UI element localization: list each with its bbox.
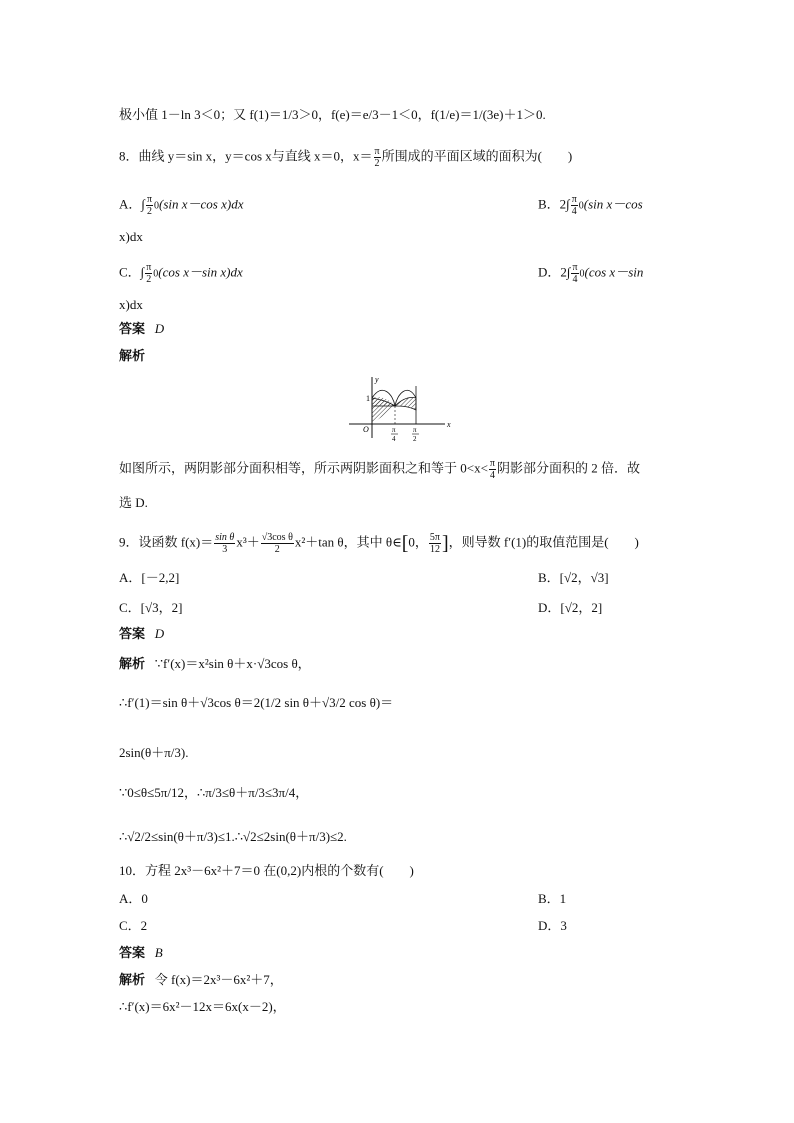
- q9-option-b: B．[√2，√3]: [538, 570, 609, 585]
- q9-analysis-1: [119, 655, 311, 673]
- frac-den: 4: [489, 470, 495, 481]
- analysis-step: 令 f(x)＝2x³－6x²＋7，: [154, 972, 283, 987]
- q10-analysis-1: [119, 971, 283, 989]
- q8-option-b: [538, 194, 643, 217]
- right-shaded-region: [395, 397, 416, 410]
- option-a-label: A．∫: [119, 196, 145, 212]
- option-b-expr: (sin x－cos: [583, 196, 643, 212]
- answer-label: 答案: [119, 321, 146, 336]
- x-label: x: [447, 420, 451, 429]
- q8-stem-fraction: [374, 146, 381, 169]
- option-c-label: C．∫: [119, 264, 145, 280]
- option-d-expr: (cos x－sin: [584, 264, 644, 280]
- frac-num: π: [571, 194, 577, 205]
- q10-option-c: C．2: [119, 918, 148, 933]
- answer-value: D: [154, 321, 165, 336]
- frac-den: 2: [374, 158, 380, 169]
- frac-den: 12: [429, 544, 440, 555]
- frac-den: 2: [146, 206, 152, 217]
- q9-option-d: D．[√2，2]: [538, 600, 603, 615]
- interval-start: 0，: [408, 534, 428, 550]
- frac-den: 2: [146, 274, 152, 285]
- q9-analysis-3: 2sin(θ＋π/3).: [119, 745, 189, 760]
- q9-stem: [119, 532, 639, 555]
- upper-limit: [145, 262, 152, 285]
- frac-den: 4: [572, 274, 578, 285]
- lower-limit: 0: [154, 200, 160, 212]
- frac-num: π: [146, 194, 153, 205]
- option-a-expr: (sin x－cos x)dx: [159, 196, 244, 212]
- option-d-label: D．2∫: [538, 264, 571, 280]
- q8-option-c: [119, 262, 243, 285]
- tick-pi2-num: π: [413, 426, 417, 434]
- tick-pi4-num: π: [392, 426, 396, 434]
- analysis-label: 解析: [119, 972, 146, 987]
- tick-pi4-den: 4: [392, 435, 396, 442]
- upper-limit: [146, 194, 153, 217]
- upper-limit: [571, 262, 578, 285]
- term2-fraction: [261, 532, 294, 555]
- open-bracket: [: [401, 532, 409, 555]
- frac-num: π: [572, 262, 578, 273]
- close-bracket: ]: [441, 532, 449, 555]
- answer-value: D: [154, 626, 165, 641]
- q8-explain: [119, 458, 640, 481]
- frac-den: 4: [571, 206, 577, 217]
- frac-num: 5π: [429, 532, 440, 543]
- analysis-step: ∵f′(x)＝x²sin θ＋x·√3cos θ，: [154, 656, 311, 671]
- q10-option-b: B．1: [538, 891, 567, 906]
- q10-stem: 10．方程 2x³－6x²＋7＝0 在(0,2)内根的个数有( ): [119, 863, 414, 878]
- q8-answer: [119, 320, 164, 338]
- frac-den: 2: [274, 544, 280, 555]
- origin-label: O: [363, 425, 369, 434]
- prev-solution-line: 极小值 1－ln 3＜0；又 f(1)＝1/3＞0，f(e)＝e/3－1＜0，f(1/e)＝1/(3e)＋1＞0.: [119, 107, 546, 122]
- lower-limit: 0: [153, 268, 159, 280]
- area-figure: [345, 372, 455, 442]
- q8-stem-b: 所围成的平面区域的面积为( ): [381, 148, 573, 164]
- q10-analysis-2: ∴f′(x)＝6x²－12x＝6x(x－2)，: [119, 999, 286, 1014]
- explain-fraction: [489, 458, 496, 481]
- answer-label: 答案: [119, 626, 146, 641]
- frac-num: π: [374, 146, 380, 157]
- q9-analysis-4: ∵0≤θ≤5π/12，∴π/3≤θ＋π/3≤3π/4，: [119, 785, 309, 800]
- frac-den: 3: [222, 544, 228, 555]
- y-label: y: [375, 375, 379, 384]
- frac-num: √3cos θ: [261, 532, 293, 543]
- lower-limit: 0: [579, 268, 585, 280]
- q8-option-b-cont: x)dx: [119, 229, 143, 244]
- option-b-label: B．2∫: [538, 196, 570, 212]
- answer-label: 答案: [119, 945, 146, 960]
- q10-answer: [119, 944, 163, 962]
- explain-b: 阴影部分面积的 2 倍．故: [496, 460, 640, 476]
- q10-option-a: A．0: [119, 891, 148, 906]
- q8-option-a: [119, 194, 243, 217]
- q9-option-a: A．[－2,2]: [119, 570, 180, 585]
- term2-x: x²＋tan θ，其中 θ∈: [294, 534, 402, 550]
- q8-analysis-label: 解析: [119, 348, 146, 363]
- q9-stem-b: ，则导数 f′(1)的取值范围是( ): [448, 534, 639, 550]
- interval-fraction: [429, 532, 441, 555]
- q8-option-d-cont: x)dx: [119, 297, 143, 312]
- q8-stem-a: 8．曲线 y＝sin x，y＝cos x与直线 x＝0，x＝: [119, 148, 373, 164]
- q9-analysis-5: ∴√2/2≤sin(θ＋π/3)≤1.∴√2≤2sin(θ＋π/3)≤2.: [119, 829, 347, 844]
- upper-limit: [571, 194, 578, 217]
- q9-stem-a: 9．设函数 f(x)＝: [119, 534, 214, 550]
- frac-num: sin θ: [215, 532, 235, 543]
- q8-option-d: [538, 262, 643, 285]
- lower-limit: 0: [578, 200, 584, 212]
- q9-option-c: C．[√3，2]: [119, 600, 183, 615]
- one-label: 1: [366, 394, 370, 403]
- q10-option-d: D．3: [538, 918, 567, 933]
- q8-explain-cont: 选 D.: [119, 495, 148, 510]
- tick-pi2-den: 2: [413, 435, 417, 442]
- q8-stem: [119, 146, 572, 169]
- q9-answer: [119, 625, 164, 643]
- analysis-label: 解析: [119, 656, 146, 671]
- term1-x: x³＋: [236, 534, 260, 550]
- answer-value: B: [154, 945, 163, 960]
- term1-fraction: [214, 532, 235, 555]
- option-c-expr: (cos x－sin x)dx: [158, 264, 243, 280]
- frac-num: π: [489, 458, 495, 469]
- q9-analysis-2: ∴f′(1)＝sin θ＋√3cos θ＝2(1/2 sin θ＋√3/2 cos θ)＝: [119, 695, 394, 710]
- frac-num: π: [146, 262, 152, 273]
- explain-a: 如图所示，两阴影部分面积相等，所示两阴影面积之和等于 0<x<: [119, 460, 488, 476]
